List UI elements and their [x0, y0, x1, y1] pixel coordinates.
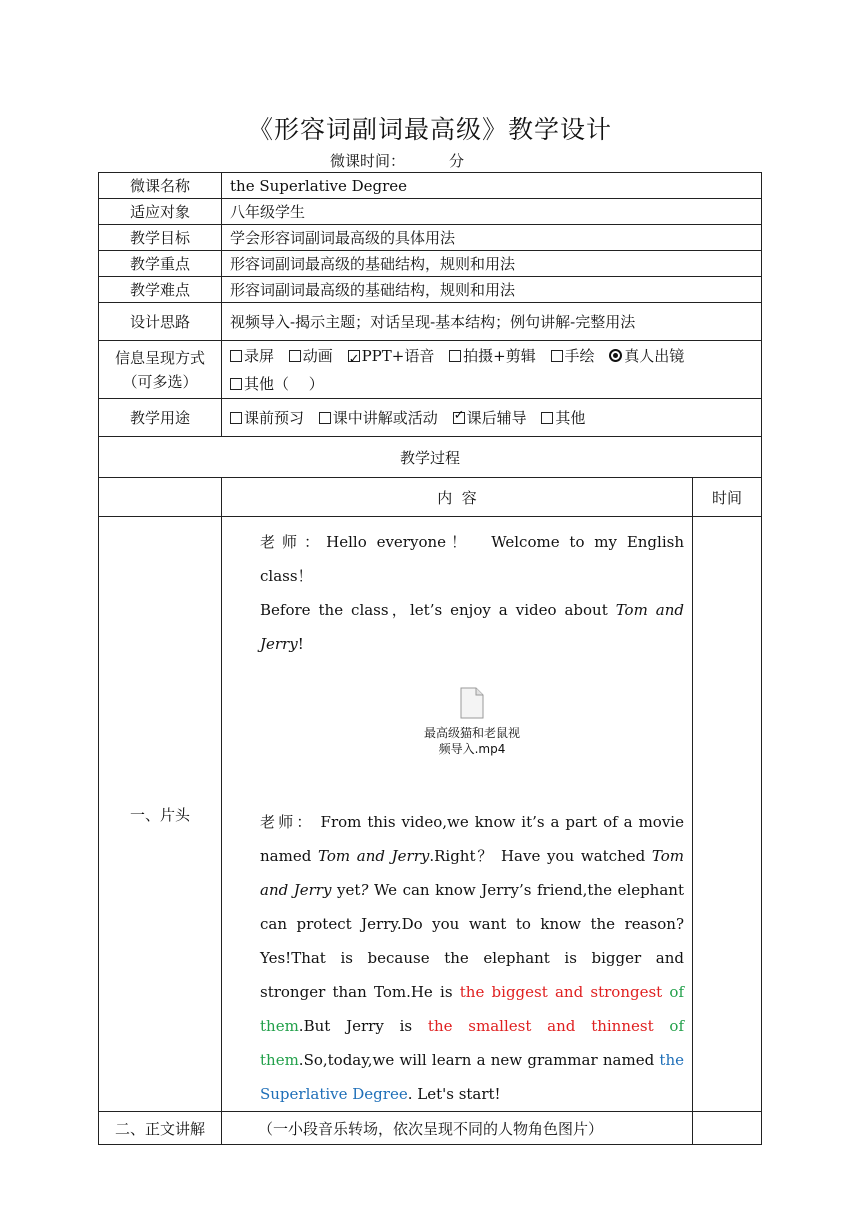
- table-row: [99, 251, 762, 277]
- table-row: [99, 1112, 762, 1145]
- time-cell: [693, 517, 762, 1112]
- table-row: [99, 173, 762, 199]
- teacher-paragraph: 老师： From this video,we know it’s a part of a movie named Tom and Jerry.Right？ Have you watched Tom and Jerry yet? We can know Jerry’s friend,the elephant can protect Jerry.Do you want to know the reason?Yes!That is because the elephant is bigger and stronger than Tom.He is the biggest and strongest of them.But Jerry is the smallest and thinnest of them.So,today,we will learn a new grammar named the Superlative Degree. Let's start!: [260, 813, 685, 1103]
- section-label: 二、正文讲解: [99, 1112, 222, 1145]
- empty-cell: [99, 478, 222, 517]
- table-row: [99, 199, 762, 225]
- duration-line: [330, 150, 464, 171]
- checked-checkbox-icon[interactable]: [453, 412, 465, 424]
- row-label: 设计思路: [99, 303, 222, 341]
- checkbox-icon[interactable]: [449, 350, 461, 362]
- highlight-red: the smallest and thinnest: [427, 1017, 654, 1035]
- row-value: 学会形容词副词最高级的具体用法: [222, 225, 762, 251]
- row-value: 八年级学生: [222, 199, 762, 225]
- time-column-header: 时间: [693, 478, 762, 517]
- checkbox-icon[interactable]: [541, 412, 553, 424]
- row-value: 形容词副词最高级的基础结构，规则和用法: [222, 251, 762, 277]
- time-cell: [693, 1112, 762, 1145]
- file-icon[interactable]: [460, 687, 484, 719]
- table-row: [99, 478, 762, 517]
- row-label: 教学重点: [99, 251, 222, 277]
- usage-options: [222, 399, 762, 437]
- option-live-presenter[interactable]: 真人出镜: [609, 342, 684, 370]
- presentation-label-note: （可多选）: [122, 372, 198, 391]
- row-value: the Superlative Degree: [222, 173, 762, 199]
- selected-radio-icon[interactable]: [609, 349, 622, 362]
- row-label: [99, 341, 222, 399]
- checkbox-icon[interactable]: [230, 378, 242, 390]
- option-in-class[interactable]: 课中讲解或活动: [319, 407, 438, 428]
- duration-label: 微课时间：: [330, 152, 406, 170]
- lesson-plan-table: [98, 172, 762, 1145]
- row-label: 教学目标: [99, 225, 222, 251]
- table-row: [99, 303, 762, 341]
- presentation-label: 信息呈现方式: [114, 348, 205, 367]
- table-row: [99, 437, 762, 478]
- option-ppt-voice[interactable]: ✓ PPT+语音: [348, 342, 435, 370]
- content-column-header: 内 容: [222, 478, 693, 517]
- row-value: 视频导入-揭示主题；对话呈现-基本结构；例句讲解-完整用法: [222, 303, 762, 341]
- row-label: 教学难点: [99, 277, 222, 303]
- option-hand-drawing[interactable]: 手绘: [551, 342, 595, 370]
- section-content: [222, 517, 693, 1112]
- option-animation[interactable]: 动画: [289, 342, 333, 370]
- checkbox-icon[interactable]: [230, 412, 242, 424]
- checkbox-icon[interactable]: [551, 350, 563, 362]
- checkbox-icon[interactable]: [230, 350, 242, 362]
- row-value: 形容词副词最高级的基础结构，规则和用法: [222, 277, 762, 303]
- section-content: （一小段音乐转场，依次呈现不同的人物角色图片）: [222, 1112, 693, 1145]
- highlight-green: of them: [260, 983, 685, 1035]
- highlight-green: of them: [260, 1017, 685, 1069]
- attachment-name: 最高级猫和老鼠视: [423, 726, 520, 740]
- intro-paragraph: 老师：Hello everyone！ Welcome to my English class！ Before the class，let’s enjoy a video about Tom and Jerry!: [260, 533, 684, 653]
- table-row: [99, 277, 762, 303]
- section-label: 一、片头: [99, 517, 222, 1112]
- option-other[interactable]: 其他（ ）: [230, 370, 324, 398]
- option-filming-editing[interactable]: 拍摄+剪辑: [449, 342, 536, 370]
- row-label: 适应对象: [99, 199, 222, 225]
- checkbox-icon[interactable]: [289, 350, 301, 362]
- highlight-blue: the Superlative Degree: [260, 1051, 684, 1103]
- table-row: [99, 517, 762, 1112]
- option-preview[interactable]: 课前预习: [230, 407, 304, 428]
- attachment-name-cont: 频导入.mp4: [438, 742, 506, 756]
- highlight-red: the biggest and strongest: [459, 983, 663, 1001]
- checkbox-icon[interactable]: [319, 412, 331, 424]
- presentation-options: [222, 341, 762, 399]
- row-label: 教学用途: [99, 399, 222, 437]
- table-row: [99, 399, 762, 437]
- table-row: [99, 225, 762, 251]
- row-label: 微课名称: [99, 173, 222, 199]
- document-title: 《形容词副词最高级》教学设计: [247, 115, 612, 144]
- table-row: [99, 341, 762, 399]
- duration-unit: 分: [449, 152, 465, 170]
- option-after-class[interactable]: ✓ 课后辅导: [453, 407, 527, 428]
- process-heading: 教学过程: [99, 437, 762, 478]
- option-usage-other[interactable]: 其他: [541, 407, 585, 428]
- option-screen-record[interactable]: 录屏: [230, 342, 274, 370]
- checked-checkbox-icon[interactable]: [348, 350, 360, 362]
- video-attachment[interactable]: [260, 687, 684, 757]
